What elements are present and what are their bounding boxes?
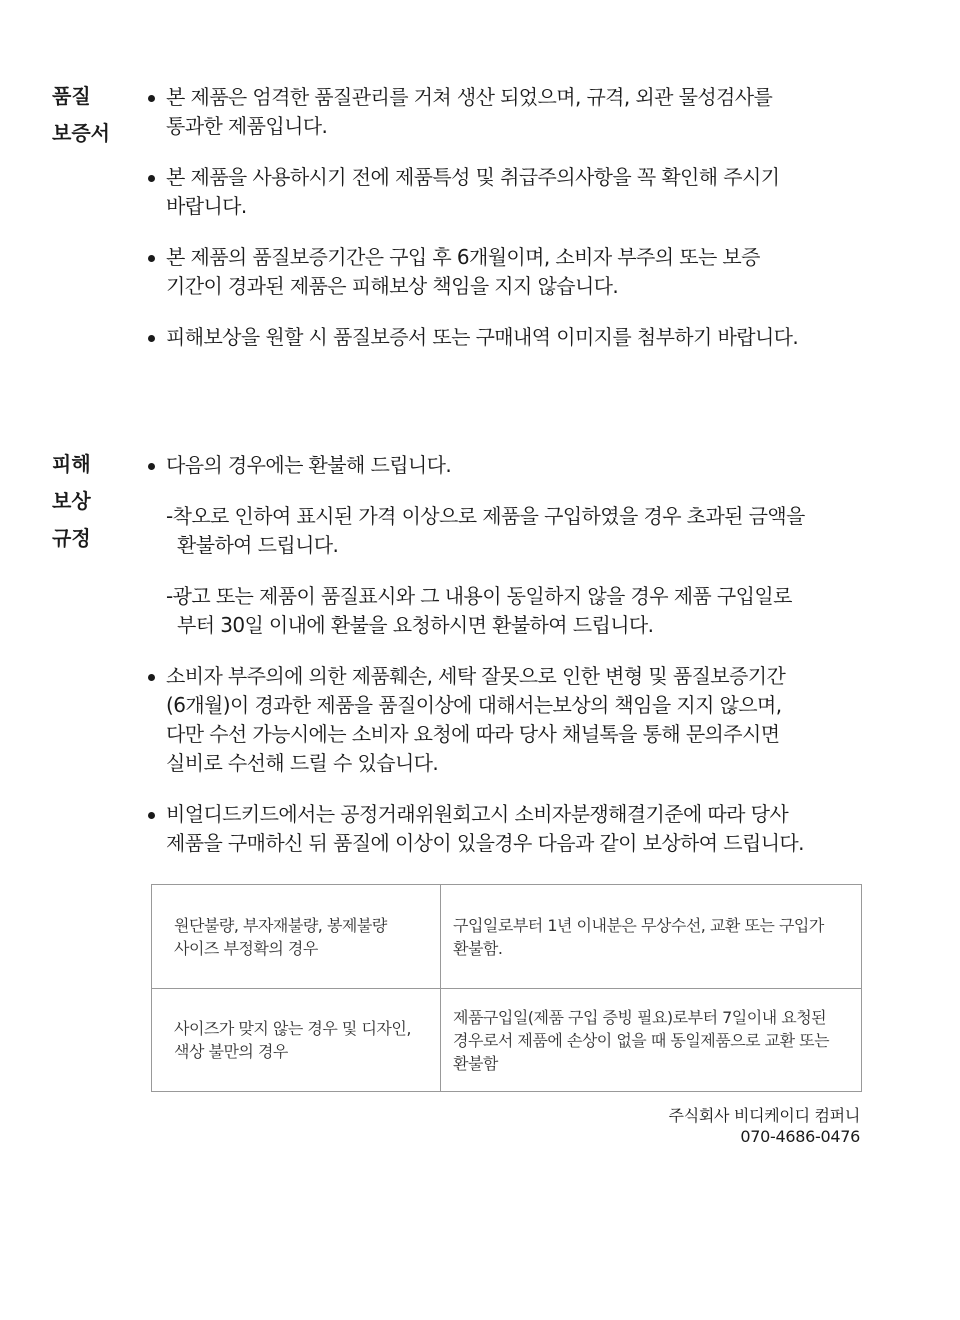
quality-bullet-3	[145, 243, 885, 301]
company-phone: 070-4686-0476	[740, 1127, 860, 1146]
quality-bullet-4	[145, 323, 885, 352]
quality-bullets	[145, 83, 885, 352]
damage-bullet-1-line-1: 다음의 경우에는 환불해 드립니다.	[166, 453, 452, 477]
cell-text-line: 구입일로부터 1년 이내분은 무상수선, 교환 또는 구입가	[453, 915, 824, 935]
damage-bullet-3-line-1: 비얼디드키드에서는 공정거래위원회고시 소비자분쟁해결기준에 따라 당사	[166, 802, 789, 826]
damage-section-label	[52, 446, 91, 557]
damage-dash-1-line-2: 환불하여 드립니다.	[177, 533, 339, 557]
company-name: 주식회사 비디케이디 컴퍼니	[668, 1106, 860, 1125]
cell-text-line: 환불함.	[453, 938, 503, 958]
damage-bullet-2-line-3: 다만 수선 가능시에는 소비자 요청에 따라 당사 채널톡을 통해 문의주시면	[166, 722, 780, 746]
table-cell-condition	[152, 885, 441, 989]
quality-bullet-1	[145, 83, 885, 141]
company-footer	[669, 1105, 860, 1147]
damage-bullet-3-line-2: 제품을 구매하신 뒤 품질에 이상이 있을경우 다음과 같이 보상하여 드립니다.	[166, 831, 804, 855]
quality-bullet-2-line-1: 본 제품을 사용하시기 전에 제품특성 및 취급주의사항을 꼭 확인해 주시기	[166, 165, 780, 189]
cell-text-line: 환불함	[453, 1053, 498, 1073]
quality-label-line-2: 보증서	[52, 121, 110, 145]
damage-dash-2	[145, 582, 885, 640]
quality-label-line-1: 품질	[52, 84, 91, 108]
table-cell-remedy	[441, 989, 862, 1092]
table-cell-condition	[152, 989, 441, 1092]
quality-bullet-4-line-1: 피해보상을 원할 시 품질보증서 또는 구매내역 이미지를 첨부하기 바랍니다.	[166, 325, 799, 349]
table-cell-remedy	[441, 885, 862, 989]
cell-text-line: 원단불량, 부자재불량, 봉제불량	[174, 915, 387, 935]
quality-section-label	[52, 78, 110, 152]
damage-dash-1-line-1: -착오로 인하여 표시된 가격 이상으로 제품을 구입하였을 경우 초과된 금액을	[166, 504, 805, 528]
cell-text-line: 제품구입일(제품 구입 증빙 필요)로부터 7일이내 요청된	[453, 1007, 827, 1027]
table-row	[152, 989, 862, 1092]
damage-bullet-2-line-1: 소비자 부주의에 의한 제품훼손, 세탁 잘못으로 인한 변형 및 품질보증기간	[166, 664, 786, 688]
compensation-table	[151, 884, 862, 1092]
damage-bullets	[145, 451, 885, 858]
damage-label-line-3: 규정	[52, 526, 91, 550]
quality-bullet-1-line-2: 통과한 제품입니다.	[166, 114, 328, 138]
cell-text-line: 경우로서 제품에 손상이 없을 때 동일제품으로 교환 또는	[453, 1030, 830, 1050]
quality-bullet-2	[145, 163, 885, 221]
cell-text-line: 색상 불만의 경우	[174, 1042, 288, 1061]
table-row	[152, 885, 862, 989]
quality-bullet-1-line-1: 본 제품은 엄격한 품질관리를 거쳐 생산 되었으며, 규격, 외관 물성검사를	[166, 85, 773, 109]
damage-bullet-1	[145, 451, 885, 480]
damage-dash-1	[145, 502, 885, 560]
damage-dash-2-line-2: 부터 30일 이내에 환불을 요청하시면 환불하여 드립니다.	[177, 613, 654, 637]
damage-bullet-2-line-4: 실비로 수선해 드릴 수 있습니다.	[166, 751, 439, 775]
cell-text-line: 사이즈 부정확의 경우	[174, 938, 318, 958]
damage-dash-2-line-1: -광고 또는 제품이 품질표시와 그 내용이 동일하지 않을 경우 제품 구입일로	[166, 584, 792, 608]
damage-label-line-2: 보상	[52, 489, 91, 513]
damage-bullet-3	[145, 800, 885, 858]
quality-bullet-2-line-2: 바랍니다.	[166, 194, 247, 218]
cell-text-line: 사이즈가 맞지 않는 경우 및 디자인,	[174, 1019, 411, 1038]
quality-bullet-3-line-1: 본 제품의 품질보증기간은 구입 후 6개월이며, 소비자 부주의 또는 보증	[166, 245, 760, 269]
damage-bullet-2-line-2: (6개월)이 경과한 제품을 품질이상에 대해서는보상의 책임을 지지 않으며,	[166, 693, 782, 717]
damage-bullet-2	[145, 662, 885, 778]
quality-bullet-3-line-2: 기간이 경과된 제품은 피해보상 책임을 지지 않습니다.	[166, 274, 619, 298]
damage-label-line-1: 피해	[52, 452, 91, 476]
